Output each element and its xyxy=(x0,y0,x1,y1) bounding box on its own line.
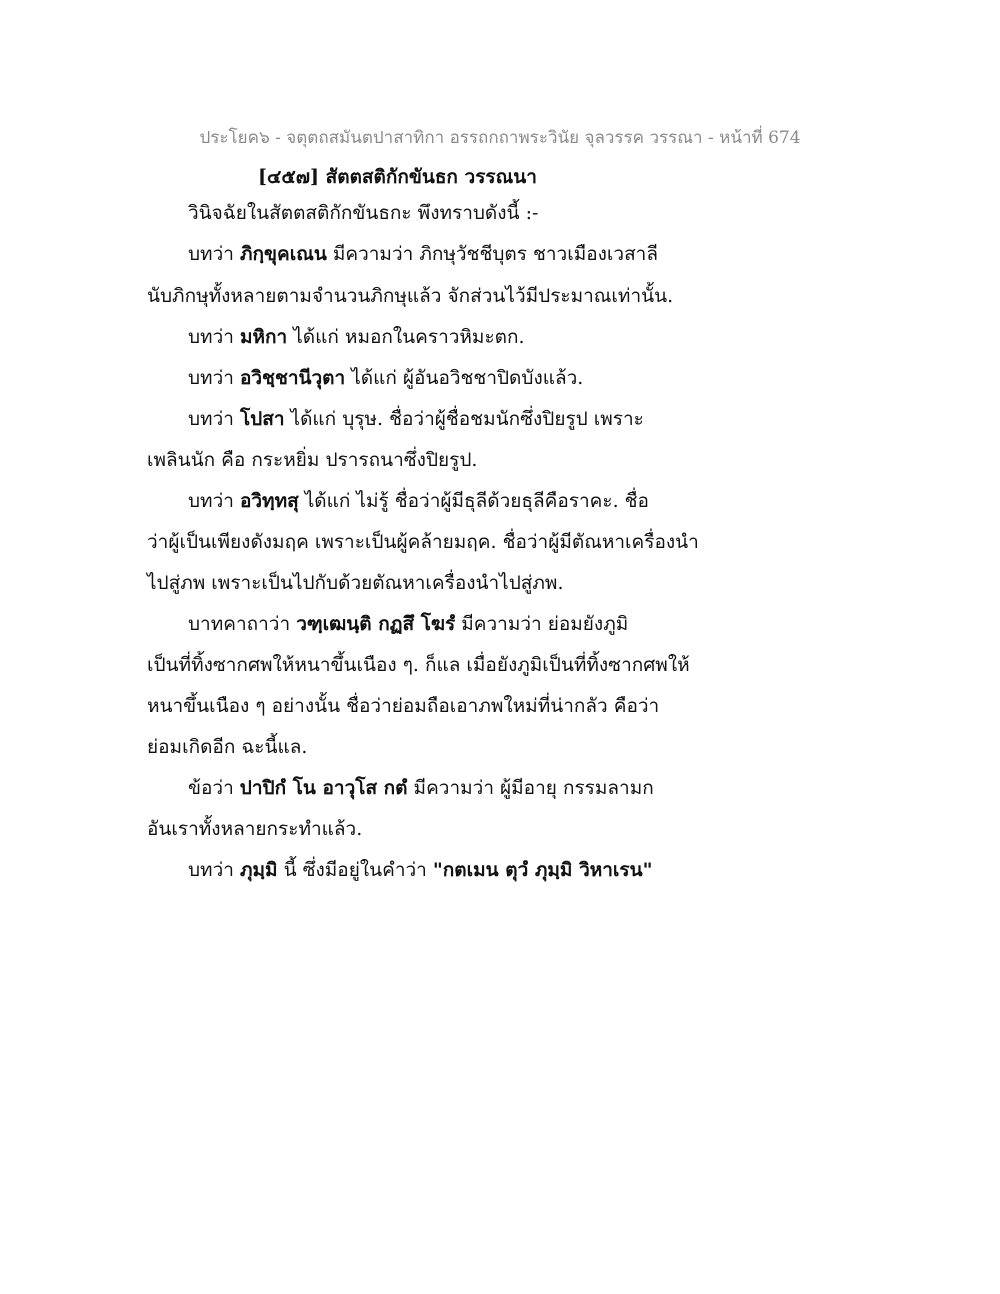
paragraph-1-line-1 xyxy=(188,241,658,267)
lead-text: บทว่า xyxy=(188,326,240,348)
lead-text: บทว่า xyxy=(188,243,240,265)
explanation-text: ได้แก่ บุรุษ. ชื่อว่าผู้ชื่อชมนักซึ่งปิยรูป เพราะ xyxy=(284,408,644,430)
lead-text: บทว่า xyxy=(188,408,240,430)
lead-text: บทว่า xyxy=(188,859,240,881)
paragraph-6-line-4: ย่อมเกิดอีก ฉะนี้แล. xyxy=(147,736,308,758)
section-title: [๔๕๗] สัตตสติกักขันธก วรรณนา xyxy=(258,166,537,188)
explanation-text: มีความว่า ผู้มีอายุ กรรมลามก xyxy=(407,777,654,799)
paragraph-2-line-1 xyxy=(188,324,525,350)
pali-quote: "กตเมน ตุวํ ภุมฺมิ วิหาเรน" xyxy=(432,859,653,881)
pali-term: อวิชฺชานีวุตา xyxy=(239,367,346,389)
explanation-text: ได้แก่ หมอกในคราวหิมะตก. xyxy=(287,326,525,348)
paragraph-4-line-1 xyxy=(188,406,644,432)
paragraph-8-line-1 xyxy=(188,857,653,883)
pali-term: โปสา xyxy=(239,408,285,430)
paragraph-3-line-1 xyxy=(188,365,583,391)
paragraph-5-line-3: ไปสู่ภพ เพราะเป็นไปกับด้วยตัณหาเครื่องนำไปสู่ภพ. xyxy=(147,572,564,594)
explanation-text: มีความว่า ภิกษุวัชชีบุตร ชาวเมืองเวสาลี xyxy=(326,243,658,265)
paragraph-5-line-2: ว่าผู้เป็นเพียงดังมฤค เพราะเป็นผู้คล้ายมฤค. ชื่อว่าผู้มีตัณหาเครื่องนำ xyxy=(147,531,699,553)
pali-term: วฑฺเฒนฺติ กฏสึ โฆรํ xyxy=(296,613,456,635)
page-header: ประโยค๖ - จตุตถสมันตปาสาทิกา อรรถกถาพระวินัย จุลวรรค วรรณา - หน้าที่ 674 xyxy=(199,128,801,148)
pali-term: อวิทฺทสุ xyxy=(239,490,299,512)
lead-text: บาทคาถาว่า xyxy=(188,613,297,635)
explanation-text: มีความว่า ย่อมยังภูมิ xyxy=(455,613,629,635)
paragraph-7-line-1 xyxy=(188,775,654,801)
lead-text: บทว่า xyxy=(188,490,240,512)
lead-text: ข้อว่า xyxy=(188,777,240,799)
explanation-text: นี้ ซึ่งมีอยู่ในคำว่า xyxy=(277,859,433,881)
paragraph-4-line-2: เพลินนัก คือ กระหยิ่ม ปรารถนาซึ่งปิยรูป. xyxy=(147,449,478,471)
paragraph-7-line-2: อันเราทั้งหลายกระทำแล้ว. xyxy=(147,818,363,840)
pali-term: ภุมฺมิ xyxy=(239,859,278,881)
paragraph-5-line-1 xyxy=(188,488,649,514)
paragraph-6-line-1 xyxy=(188,611,628,637)
pali-term: ปาปิกํ โน อาวุโส กตํ xyxy=(239,777,408,799)
paragraph-6-line-3: หนาขึ้นเนือง ๆ อย่างนั้น ชื่อว่าย่อมถือเอาภพใหม่ที่น่ากลัว คือว่า xyxy=(147,695,660,717)
pali-term: มหิกา xyxy=(239,326,288,348)
pali-term: ภิกฺขุคเณน xyxy=(239,243,327,265)
intro-line: วินิจฉัยในสัตตสติกักขันธกะ พึงทราบดังนี้ :- xyxy=(188,202,539,224)
explanation-text: ได้แก่ ไม่รู้ ชื่อว่าผู้มีธุลีด้วยธุลีคือราคะ. ชื่อ xyxy=(298,490,649,512)
paragraph-1-line-2: นับภิกษุทั้งหลายตามจำนวนภิกษุแล้ว จักส่วนไว้มีประมาณเท่านั้น. xyxy=(147,285,674,307)
paragraph-6-line-2: เป็นที่ทิ้งซากศพให้หนาขึ้นเนือง ๆ. ก็แล เมื่อยังภูมิเป็นที่ทิ้งซากศพให้ xyxy=(147,654,690,676)
explanation-text: ได้แก่ ผู้อันอวิชชาปิดบังแล้ว. xyxy=(345,367,584,389)
lead-text: บทว่า xyxy=(188,367,240,389)
